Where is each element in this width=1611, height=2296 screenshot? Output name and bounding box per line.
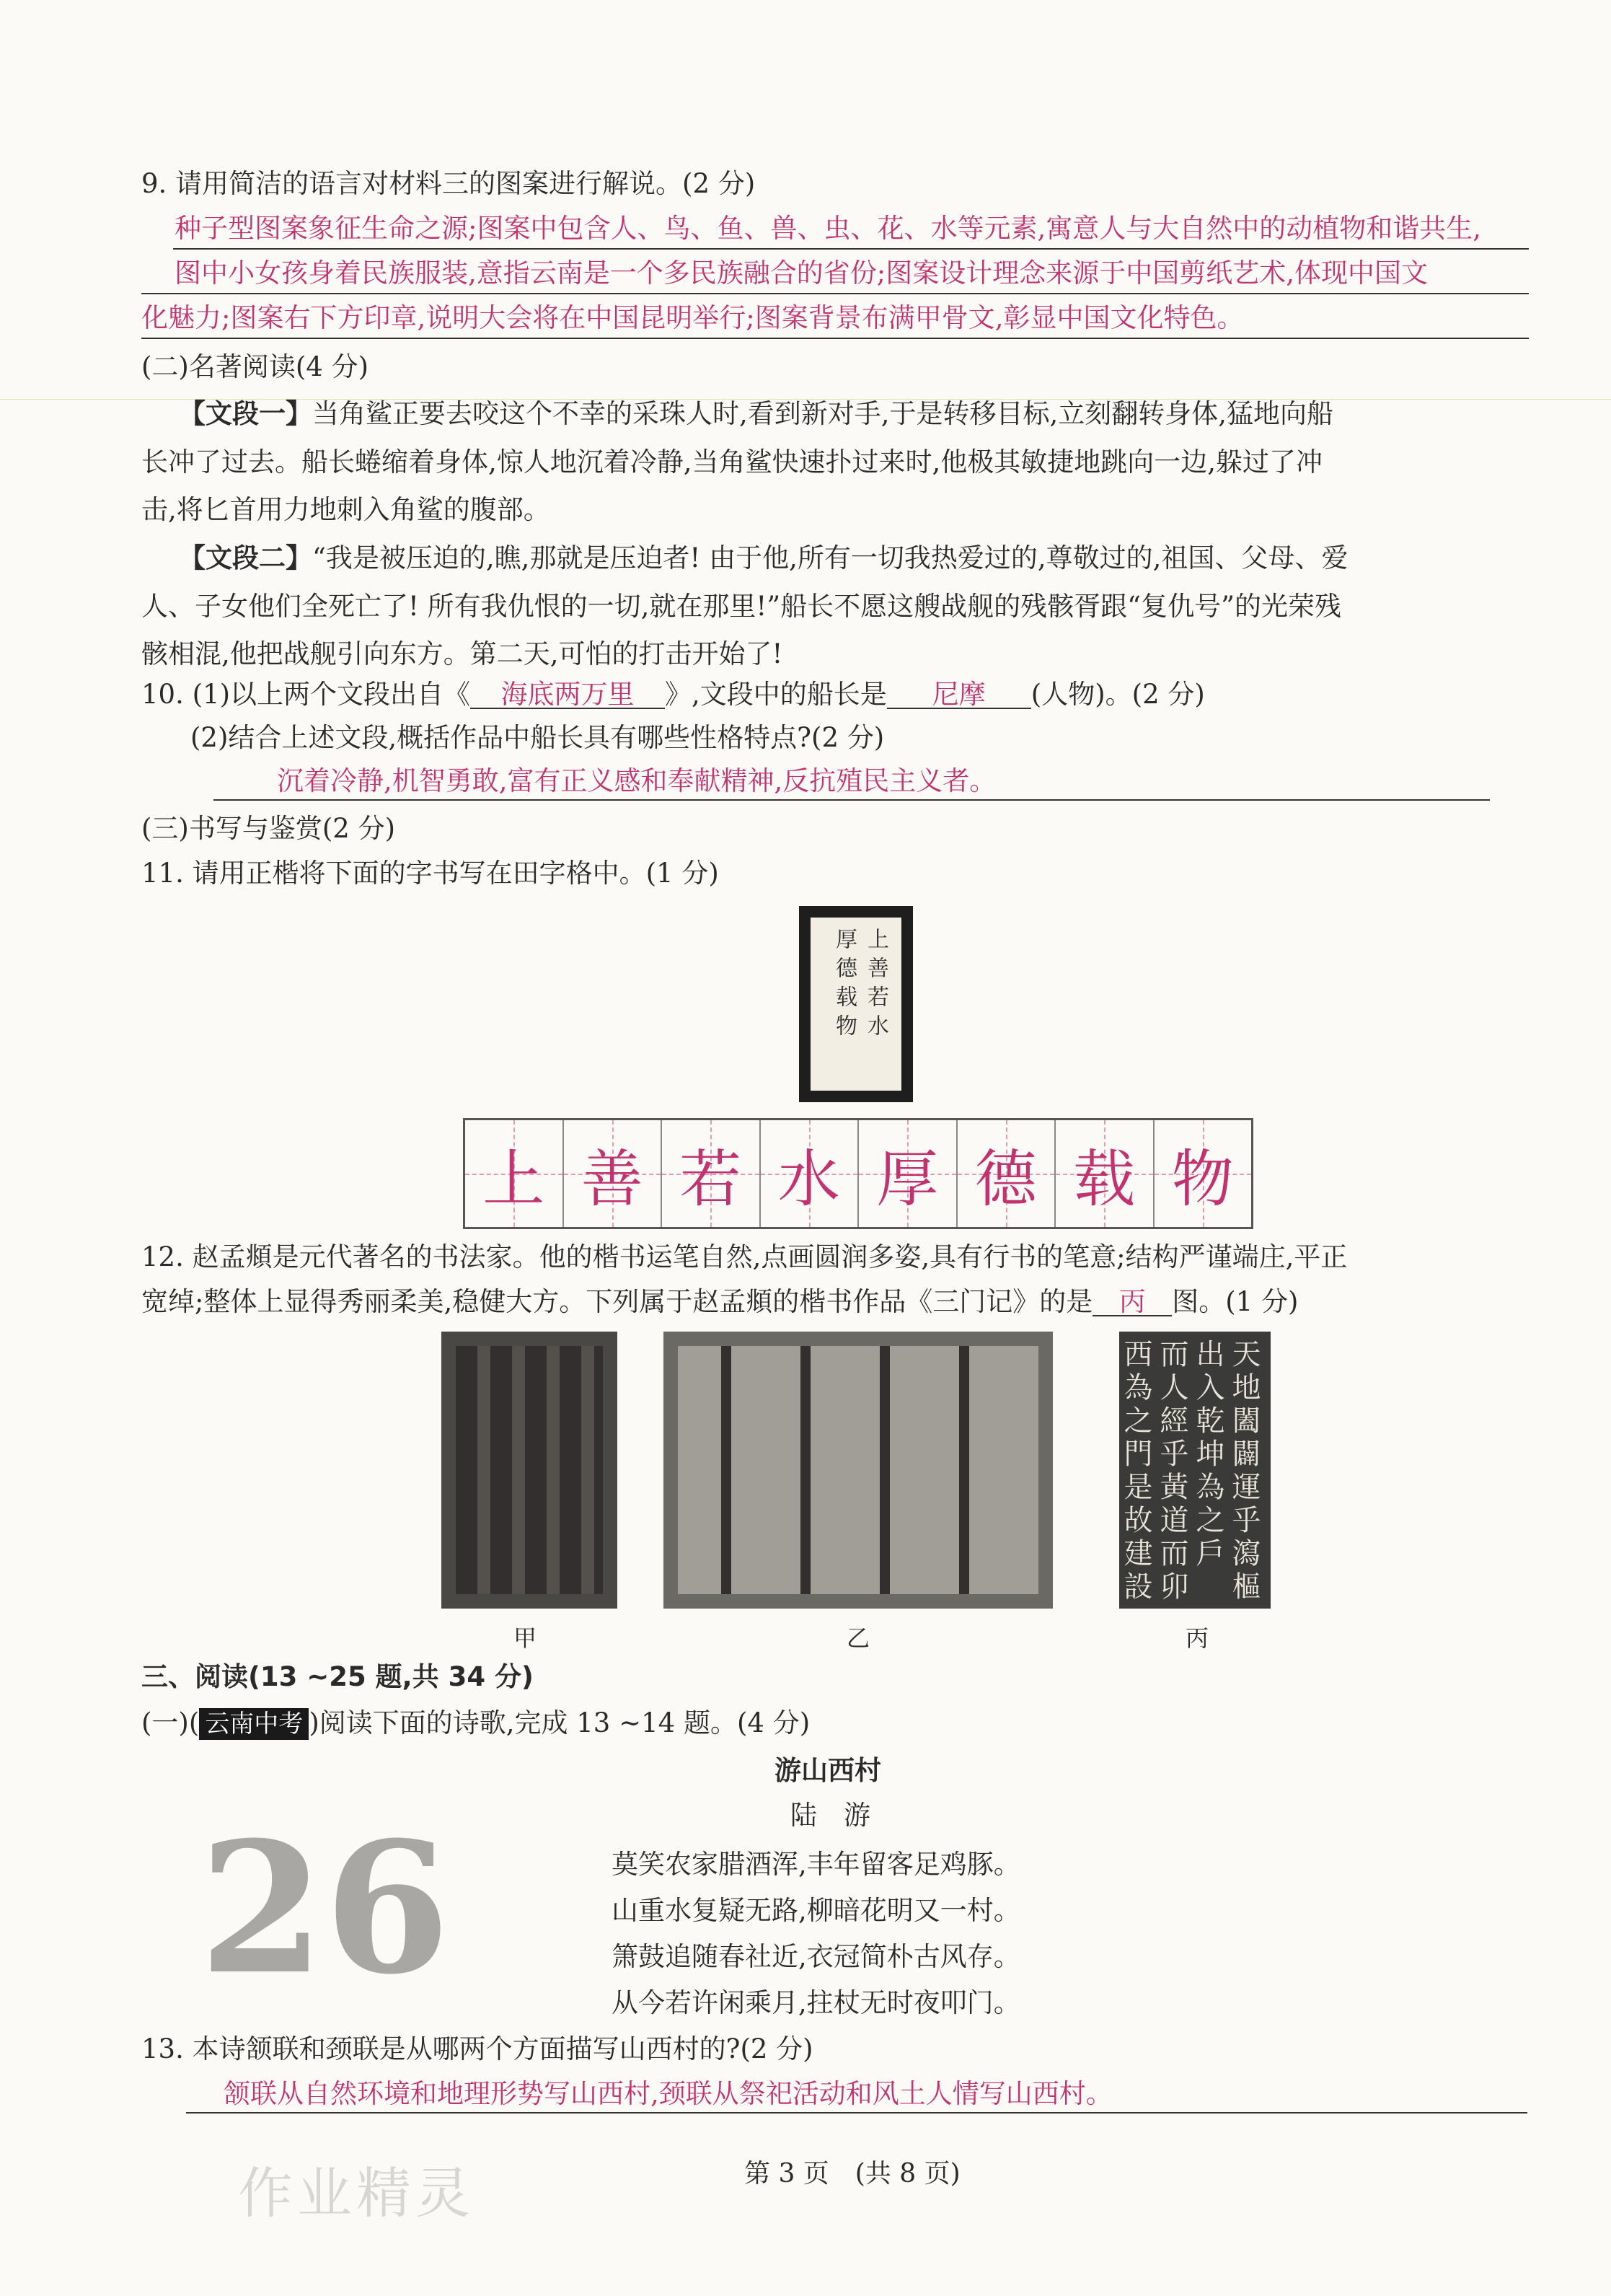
section-heading-writing: (三)书写与鉴赏(2 分) xyxy=(141,813,396,844)
answer-underline xyxy=(141,338,1529,339)
calligraphy-image-jia xyxy=(441,1332,617,1609)
q10-part1-mid: 》,文段中的船长是 xyxy=(665,679,887,710)
passage-1-label: 【文段一】 xyxy=(179,398,312,429)
reading-sub-prefix: (一)( xyxy=(141,1707,200,1738)
poem-line-2: 山重水复疑无路,柳暗花明又一村。 xyxy=(612,1895,1020,1926)
bing-column: 天地闔闢運乎瀉樞 xyxy=(1227,1339,1261,1604)
grid-cell xyxy=(564,1120,663,1227)
passage-1-line-2: 长冲了过去。船长蜷缩着身体,惊人地沉着冷静,当角鲨快速扑过来时,他极其敏捷地跳向一边,躲过了冲 xyxy=(141,447,1323,478)
q12-suffix: 图。(1 分) xyxy=(1172,1286,1299,1317)
grid-char: 德 xyxy=(974,1143,1037,1215)
yunnan-exam-badge: 云南中考 xyxy=(199,1708,309,1740)
grid-cell xyxy=(465,1120,564,1227)
grid-cell xyxy=(761,1120,860,1227)
q12-answer: 丙 xyxy=(1093,1288,1172,1316)
reading-heading: 三、阅读(13 ~25 题,共 34 分) xyxy=(141,1661,534,1692)
scroll-text-right: 上善若水 xyxy=(863,928,888,1043)
answer-underline xyxy=(173,248,1529,250)
q9-answer-line-3: 化魅力;图案右下方印章,说明大会将在中国昆明举行;图案背景布满甲骨文,彰显中国文化特色。 xyxy=(141,302,1244,333)
caption-yi: 乙 xyxy=(847,1624,870,1652)
answer-underline xyxy=(213,799,1490,801)
grid-char: 水 xyxy=(777,1143,840,1215)
q10-answer-captain: 尼摩 xyxy=(887,681,1031,709)
poem-title: 游山西村 xyxy=(774,1755,881,1786)
calligraphy-image-bing xyxy=(1119,1332,1271,1609)
q10-answer-book: 海底两万里 xyxy=(470,681,665,709)
section-heading-famous-books: (二)名著阅读(4 分) xyxy=(141,351,369,382)
passage-2-line-3: 骸相混,他把战舰引向东方。第二天,可怕的打击开始了! xyxy=(141,638,783,669)
poem-line-3: 箫鼓追随春社近,衣冠简朴古风存。 xyxy=(612,1941,1020,1972)
q13-question: 13. 本诗颔联和颈联是从哪两个方面描写山西村的?(2 分) xyxy=(141,2033,813,2064)
reading-sub-suffix: )阅读下面的诗歌,完成 13 ~14 题。(4 分) xyxy=(309,1707,811,1738)
q9-answer-line-1: 种子型图案象征生命之源;图案中包含人、鸟、鱼、兽、虫、花、水等元素,寓意人与大自然中的动植物和谐共生, xyxy=(175,213,1481,244)
grid-cell xyxy=(1155,1120,1252,1227)
answer-underline xyxy=(186,2112,1527,2114)
calligraphy-scroll xyxy=(799,906,913,1102)
grid-cell xyxy=(662,1120,761,1227)
q10-part1-prefix: 10. (1)以上两个文段出自《 xyxy=(141,679,471,710)
passage-2-label: 【文段二】 xyxy=(179,542,312,573)
q10-part1-suffix: (人物)。(2 分) xyxy=(1030,679,1205,710)
page-number: 第 3 页 (共 8 页) xyxy=(744,2159,961,2189)
bing-column: 出入乾坤為之戶 xyxy=(1191,1339,1224,1571)
passage-1-line-1: 当角鲨正要去咬这个不幸的采珠人时,看到新对手,于是转移目标,立刻翻转身体,猛地向船 xyxy=(312,398,1334,429)
q10-part2-question: (2)结合上述文段,概括作品中船长具有哪些性格特点?(2 分) xyxy=(190,722,885,753)
calligraphy-image-yi xyxy=(663,1332,1053,1609)
q9-answer-line-2: 图中小女孩身着民族服装,意指云南是一个多民族融合的省份;图案设计理念来源于中国剪纸艺术,体现中国文 xyxy=(175,258,1428,289)
q10-part2-answer: 沉着冷静,机智勇敢,富有正义感和奉献精神,反抗殖民主义者。 xyxy=(277,765,997,796)
q12-line-2: 宽绰;整体上显得秀丽柔美,稳健大方。下列属于赵孟頫的楷书作品《三门记》的是 xyxy=(141,1286,1093,1317)
bing-column: 西為之門是故建設 xyxy=(1119,1339,1152,1604)
big-page-number: 26 xyxy=(199,1802,450,2014)
grid-char: 载 xyxy=(1073,1143,1136,1215)
passage-1-line-3: 击,将匕首用力地刺入角鲨的腹部。 xyxy=(141,494,550,525)
poem-author: 陆 游 xyxy=(790,1800,870,1831)
passage-2-line-1: “我是被压迫的,瞧,那就是压迫者! 由于他,所有一切我热爱过的,尊敬过的,祖国、父母、爱 xyxy=(312,542,1349,573)
grid-char: 物 xyxy=(1171,1143,1234,1215)
q11-question: 11. 请用正楷将下面的字书写在田字格中。(1 分) xyxy=(141,858,719,889)
grid-char: 善 xyxy=(581,1143,643,1215)
q13-answer: 颔联从自然环境和地理形势写山西村,颈联从祭祀活动和风土人情写山西村。 xyxy=(224,2078,1113,2109)
poem-line-1: 莫笑农家腊酒浑,丰年留客足鸡豚。 xyxy=(612,1849,1020,1880)
grid-char: 若 xyxy=(679,1143,742,1215)
watermark: 作业精灵 xyxy=(238,2161,475,2225)
grid-cell xyxy=(1056,1120,1155,1227)
bing-column: 而人經乎黃道而卯 xyxy=(1155,1339,1188,1604)
poem-line-4: 从今若许闲乘月,拄杖无时夜叩门。 xyxy=(612,1987,1020,2018)
grid-char: 上 xyxy=(482,1143,545,1215)
caption-jia: 甲 xyxy=(513,1624,537,1652)
passage-2-line-2: 人、子女他们全死亡了! 所有我仇恨的一切,就在那里!”船长不愿这艘战舰的残骸胥跟“复仇号”的光荣残 xyxy=(141,591,1342,622)
caption-bing: 丙 xyxy=(1186,1624,1209,1652)
answer-underline xyxy=(141,293,1529,294)
grid-cell xyxy=(859,1120,958,1227)
scroll-text-left: 厚德载物 xyxy=(831,928,857,1043)
tianzige-grid xyxy=(463,1118,1253,1229)
grid-char: 厚 xyxy=(876,1143,939,1215)
q9-question: 9. 请用简洁的语言对材料三的图案进行解说。(2 分) xyxy=(141,168,756,199)
q12-line-1: 12. 赵孟頫是元代著名的书法家。他的楷书运笔自然,点画圆润多姿,具有行书的笔意;结构严谨端庄,平正 xyxy=(141,1241,1348,1272)
grid-cell xyxy=(958,1120,1056,1227)
